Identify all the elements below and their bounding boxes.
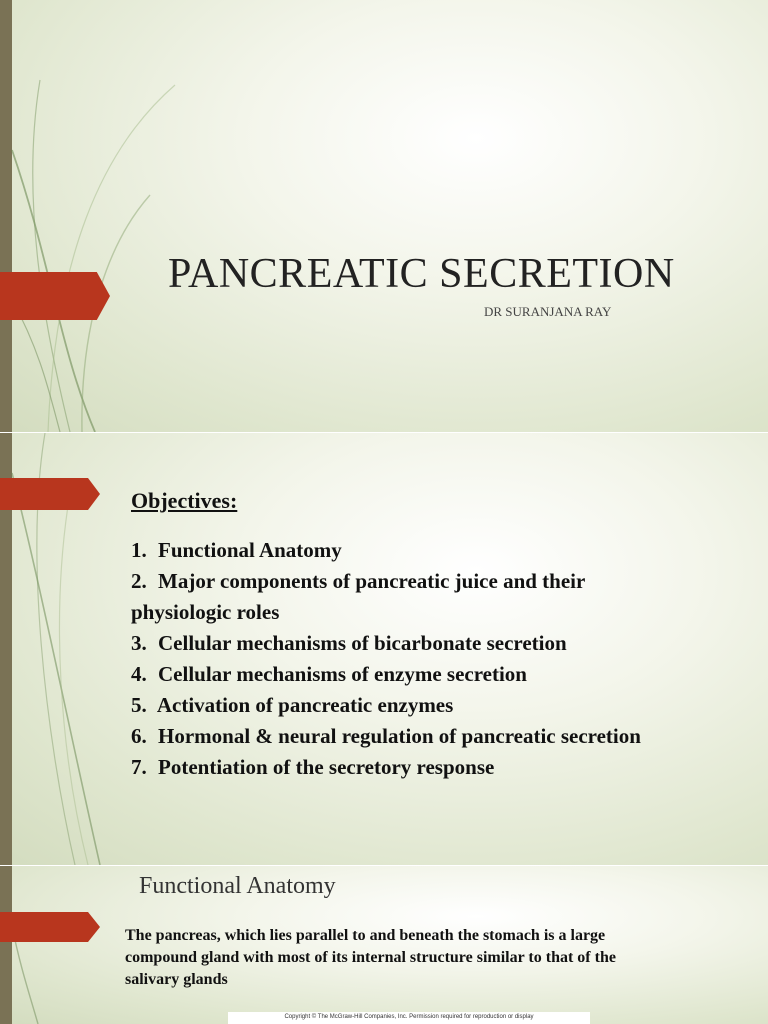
item-text: Potentiation of the secretory response	[158, 755, 495, 779]
list-item	[131, 628, 651, 659]
item-text: Cellular mechanisms of bicarbonate secretion	[158, 631, 567, 655]
list-item	[131, 535, 651, 566]
objectives-heading: Objectives:	[131, 488, 238, 513]
list-item	[131, 752, 651, 783]
objectives-list	[131, 535, 651, 783]
item-number: 6.	[131, 724, 147, 748]
item-text: Major components of pancreatic juice and their physiologic roles	[131, 569, 585, 624]
red-arrow-tab-icon	[0, 912, 100, 942]
item-text: Cellular mechanisms of enzyme secretion	[158, 662, 527, 686]
side-strip	[0, 0, 12, 432]
list-item	[131, 721, 651, 752]
side-strip	[0, 866, 12, 1024]
item-number: 4.	[131, 662, 147, 686]
red-arrow-tab-icon	[0, 272, 110, 320]
title-slide	[0, 0, 768, 432]
list-item	[131, 659, 651, 690]
slide-title: Functional Anatomy	[139, 873, 336, 899]
objectives-slide	[0, 433, 768, 865]
item-number: 3.	[131, 631, 147, 655]
list-item	[131, 566, 651, 628]
copyright-notice: Copyright © The McGraw-Hill Companies, Inc. Permission required for reproduction or display	[284, 1014, 534, 1020]
item-text: Hormonal & neural regulation of pancreatic secretion	[158, 724, 641, 748]
list-item	[131, 690, 651, 721]
copyright-bar	[228, 1012, 590, 1024]
item-number: 5.	[131, 693, 147, 717]
item-number: 7.	[131, 755, 147, 779]
item-number: 1.	[131, 538, 147, 562]
wisp-lines-decoration-icon	[0, 0, 230, 432]
item-text: Activation of pancreatic enzymes	[156, 693, 454, 717]
item-text: Functional Anatomy	[158, 538, 342, 562]
red-arrow-tab-icon	[0, 478, 100, 510]
item-number: 2.	[131, 569, 147, 593]
anatomy-slide	[0, 866, 768, 1024]
body-paragraph: The pancreas, which lies parallel to and beneath the stomach is a large compound gland with most of its internal structure similar to that of the salivary glands	[125, 927, 616, 988]
slide-title: PANCREATIC SECRETION	[168, 251, 675, 297]
author-name: DR SURANJANA RAY	[484, 304, 612, 319]
